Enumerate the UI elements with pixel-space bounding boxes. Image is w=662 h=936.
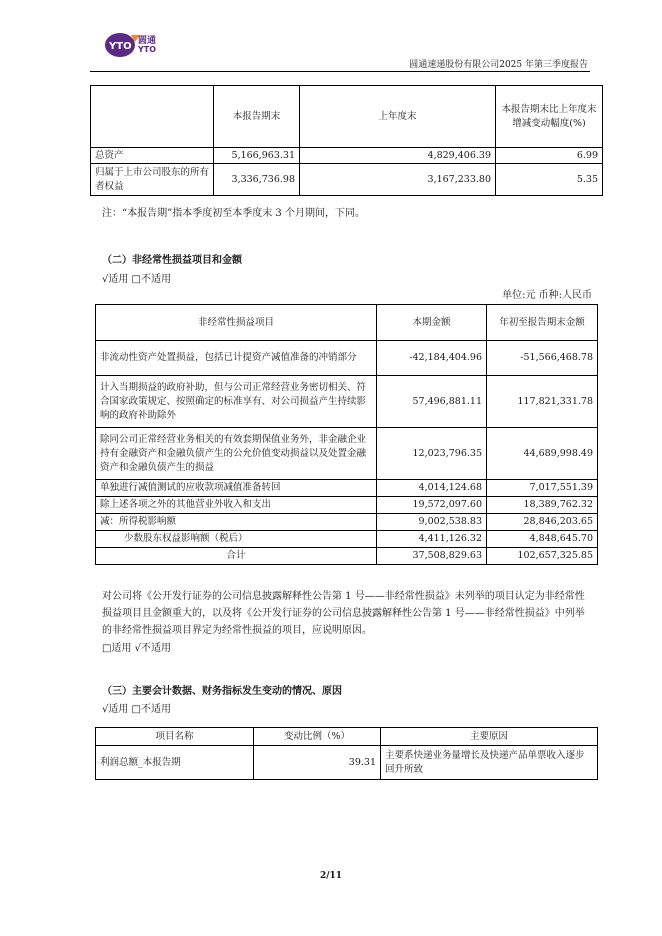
row-label: 归属于上市公司股东的所有者权益 xyxy=(91,164,214,196)
cell-reason: 主要系快递业务量增长及快递产品单票收入逐步回升所致 xyxy=(381,746,598,780)
cell-current: 5,166,963.31 xyxy=(214,148,300,164)
table-row xyxy=(96,376,598,428)
row-label: 除上述各项之外的其他营业外收入和支出 xyxy=(96,497,377,514)
table-header-row xyxy=(96,305,598,341)
table-header-cell: 上年度末 xyxy=(300,86,496,148)
row-label: 非流动性资产处置损益，包括已计提资产减值准备的冲销部分 xyxy=(96,341,377,376)
row-label: 除同公司正常经营业务相关的有效套期保值业务外，非金融企业持有金融资产和金融负债产生的公允价值变动损益以及处置金融资产和金融负债产生的损益 xyxy=(96,428,377,480)
table-header-row xyxy=(96,728,598,746)
table-row xyxy=(96,341,598,376)
explanation-paragraph: 对公司将《公开发行证券的公司信息披露解释性公告第 1 号——非经常性损益》未列举的项目认定为非经常性损益项目且金额重大的，以及将《公开发行证券的公司信息披露解释性公告第 1 号——非经常性损益》中列举的非经常性损益项目界定为经常性损益的项目，应说明原因。 xyxy=(102,591,585,636)
applicability-text: √适用 □不适用 xyxy=(102,274,171,285)
cell-current: 4,411,126.32 xyxy=(377,531,487,548)
cell-ytd: 4,848,645.70 xyxy=(487,531,598,548)
logo-english-text: YTO xyxy=(138,45,157,54)
cell-current: 12,023,796.35 xyxy=(377,428,487,480)
cell-ytd: 18,389,762.32 xyxy=(487,497,598,514)
section-heading: （三）主要会计数据、财务指标发生变动的情况、原因 xyxy=(102,686,342,697)
table-row xyxy=(96,746,598,780)
table-row xyxy=(96,480,598,497)
table-row xyxy=(96,531,598,548)
header-divider xyxy=(90,71,590,72)
balance-sheet-table xyxy=(90,85,603,196)
applicability-text: □适用 √不适用 xyxy=(102,643,171,654)
cell-current: 37,508,829.63 xyxy=(377,548,487,565)
report-title: 圆通速递股份有限公司2025 年第三季度报告 xyxy=(409,60,588,70)
row-label: 利润总额_本报告期 xyxy=(96,746,254,780)
cell-ytd: -51,566,468.78 xyxy=(487,341,598,376)
table-row xyxy=(91,164,603,196)
cell-ytd: 102,657,325.85 xyxy=(487,548,598,565)
row-label: 少数股东权益影响额（税后） xyxy=(96,531,377,548)
note-text: 注：“本报告期”指本季度初至本季度末 3 个月期间，下同。 xyxy=(102,208,365,219)
table-header-cell: 本报告期末比上年度末增减变动幅度(%) xyxy=(496,86,603,148)
section-heading: （二）非经常性损益项目和金额 xyxy=(102,255,242,266)
cell-current: 3,336,736.98 xyxy=(214,164,300,196)
row-label: 单独进行减值测试的应收款项减值准备转回 xyxy=(96,480,377,497)
non-recurring-items-table xyxy=(95,304,598,565)
row-label: 计入当期损益的政府补助，但与公司正常经营业务密切相关、符合国家政策规定、按照确定的标准享有、对公司损益产生持续影响的政府补助除外 xyxy=(96,376,377,428)
applicability-text: √适用 □不适用 xyxy=(102,704,171,715)
table-header-cell: 项目名称 xyxy=(96,728,254,746)
cell-ratio: 39.31 xyxy=(254,746,381,780)
cell-ytd: 117,821,331.78 xyxy=(487,376,598,428)
unit-label: 单位:元 币种:人民币 xyxy=(502,290,592,301)
cell-ytd: 44,689,998.49 xyxy=(487,428,598,480)
table-row xyxy=(91,148,603,164)
cell-current: -42,184,404.96 xyxy=(377,341,487,376)
cell-ytd: 7,017,551.39 xyxy=(487,480,598,497)
table-header-cell: 变动比例（%） xyxy=(254,728,381,746)
table-header-cell: 本期金额 xyxy=(377,305,487,341)
logo-chinese-text: 圆通 xyxy=(138,36,157,46)
table-header-cell: 本报告期末 xyxy=(214,86,300,148)
cell-current: 57,496,881.11 xyxy=(377,376,487,428)
table-row xyxy=(96,514,598,531)
cell-prior: 4,829,406.39 xyxy=(300,148,496,164)
row-label: 合计 xyxy=(96,548,377,565)
table-row xyxy=(96,497,598,514)
row-label: 减：所得税影响额 xyxy=(96,514,377,531)
logo-mark-text: YTO xyxy=(109,41,132,52)
table-header-cell: 非经常性损益项目 xyxy=(96,305,377,341)
cell-ytd: 28,846,203.65 xyxy=(487,514,598,531)
row-label: 总资产 xyxy=(91,148,214,164)
cell-current: 4,014,124.68 xyxy=(377,480,487,497)
cell-current: 9,002,538.83 xyxy=(377,514,487,531)
change-reasons-table xyxy=(95,727,598,780)
cell-current: 19,572,097.60 xyxy=(377,497,487,514)
cell-prior: 3,167,233.80 xyxy=(300,164,496,196)
table-header-row xyxy=(91,86,603,148)
page-number: 2/11 xyxy=(319,871,343,881)
table-header-cell: 主要原因 xyxy=(381,728,598,746)
table-header-cell: 年初至报告期末金额 xyxy=(487,305,598,341)
table-row xyxy=(96,428,598,480)
table-header-cell xyxy=(91,86,214,148)
cell-change: 5.35 xyxy=(496,164,603,196)
table-total-row xyxy=(96,548,598,565)
cell-change: 6.99 xyxy=(496,148,603,164)
